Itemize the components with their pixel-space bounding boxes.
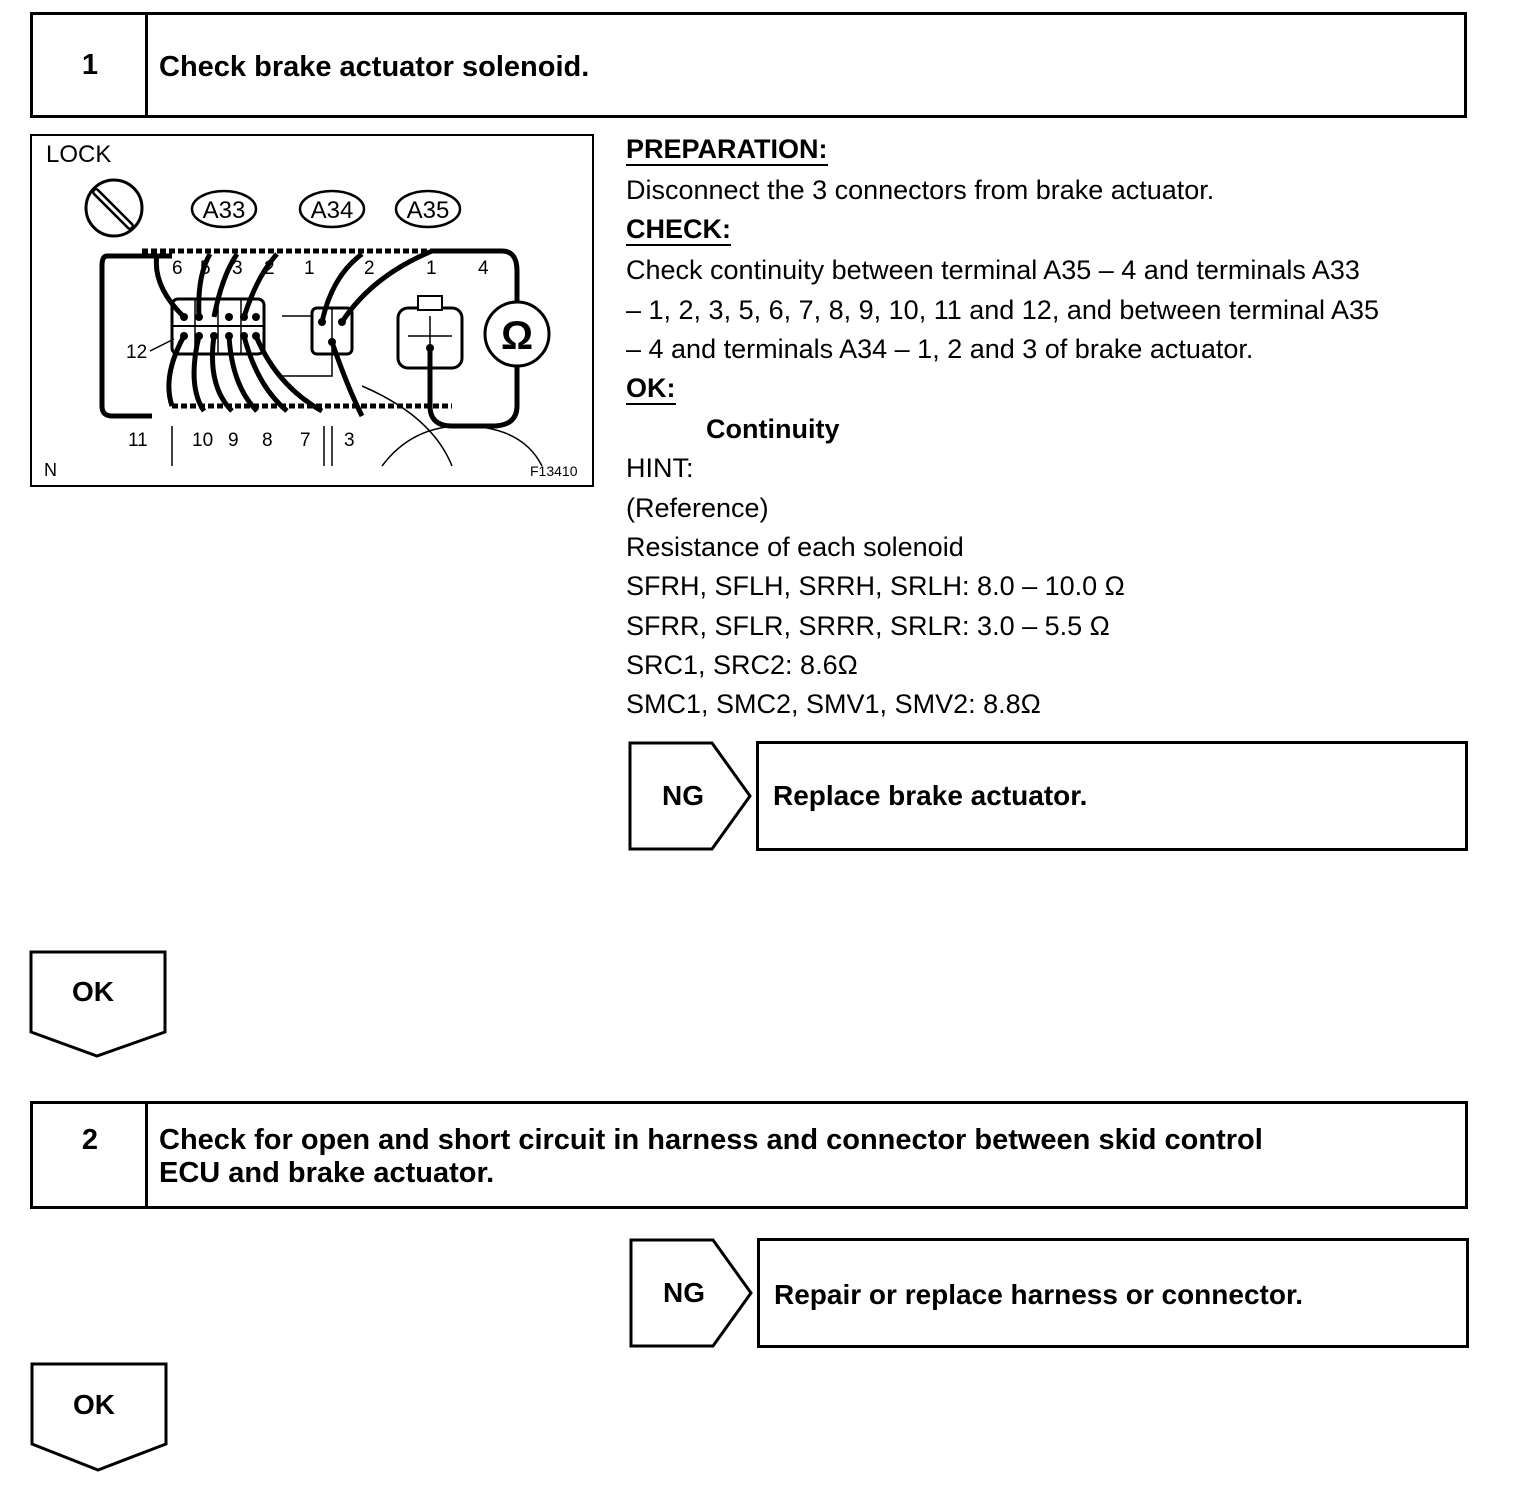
ohmmeter-symbol: Ω (500, 314, 534, 358)
step2-title-line: Check for open and short circuit in harness and connector between skid control (159, 1124, 1263, 1156)
connector-label-a35: A35 (406, 197, 450, 224)
ok-heading: OK: (626, 373, 676, 404)
pin-label: 1 (426, 258, 437, 279)
pin-label: 2 (364, 258, 375, 279)
ok1-label: OK (72, 976, 114, 1007)
pin-label: 11 (128, 430, 148, 451)
corner-label: N (44, 460, 57, 480)
pin-label: 10 (192, 430, 214, 451)
check-line: – 1, 2, 3, 5, 6, 7, 8, 9, 10, 11 and 12, and between terminal A35 (626, 294, 1380, 325)
pin-label: 9 (228, 430, 239, 451)
hint-heading: HINT: (626, 453, 694, 484)
pin-label: 5 (200, 258, 211, 279)
ok-value: Continuity (706, 414, 840, 445)
check-line: – 4 and terminals A34 – 1, 2 and 3 of brake actuator. (626, 333, 1254, 364)
hint-line: Resistance of each solenoid (626, 532, 964, 563)
pin-label: 3 (232, 258, 243, 279)
check-line: Check continuity between terminal A35 – 4 and terminals A33 (626, 255, 1360, 286)
lock-label: LOCK (46, 141, 112, 168)
instructions (626, 130, 1486, 725)
lock-icon (86, 180, 142, 236)
ok2-label: OK (73, 1389, 115, 1420)
pin-label: 12 (126, 342, 148, 363)
pin-label: 1 (304, 258, 315, 279)
step1-header (30, 12, 1467, 118)
figure-id: F13410 (530, 463, 578, 479)
pin-label: 7 (300, 430, 311, 451)
step1-number: 1 (81, 49, 99, 81)
hint-line: SFRR, SFLR, SRRR, SRLR: 3.0 – 5.5 Ω (626, 610, 1110, 641)
ng2-label: NG (663, 1277, 705, 1308)
connector-label-a33: A33 (202, 197, 246, 224)
ng1-action: Replace brake actuator. (773, 780, 1088, 811)
connector-figure (30, 134, 594, 487)
step1-title: Check brake actuator solenoid. (159, 51, 590, 83)
hint-line: SFRH, SFLH, SRRH, SRLH: 8.0 – 10.0 Ω (626, 571, 1125, 602)
pin-label: 8 (262, 430, 273, 451)
connector-diagram (32, 136, 592, 485)
step2-header (30, 1101, 1468, 1209)
check-heading: CHECK: (626, 214, 731, 245)
ng1-action-box (756, 741, 1468, 851)
hint-line: (Reference) (626, 492, 769, 523)
pin-label: 3 (344, 430, 355, 451)
step1-divider (145, 15, 148, 115)
pin-label: 4 (478, 258, 489, 279)
ohmmeter-icon (485, 302, 549, 366)
preparation-heading: PREPARATION: (626, 134, 828, 164)
pin-label: 2 (264, 258, 275, 279)
step2-divider (145, 1104, 148, 1206)
hint-line: SRC1, SRC2: 8.6Ω (626, 649, 858, 680)
preparation-text: Disconnect the 3 connectors from brake actuator. (626, 175, 1215, 205)
step2-title-line: ECU and brake actuator. (159, 1157, 495, 1189)
ng2-action: Repair or replace harness or connector. (774, 1279, 1304, 1310)
connector-label-a34: A34 (310, 197, 354, 224)
pin-label: 6 (172, 258, 183, 279)
step2-number: 2 (81, 1124, 99, 1156)
ng1-label: NG (662, 780, 704, 811)
ng2-action-box (757, 1238, 1469, 1348)
hint-line: SMC1, SMC2, SMV1, SMV2: 8.8Ω (626, 689, 1041, 720)
